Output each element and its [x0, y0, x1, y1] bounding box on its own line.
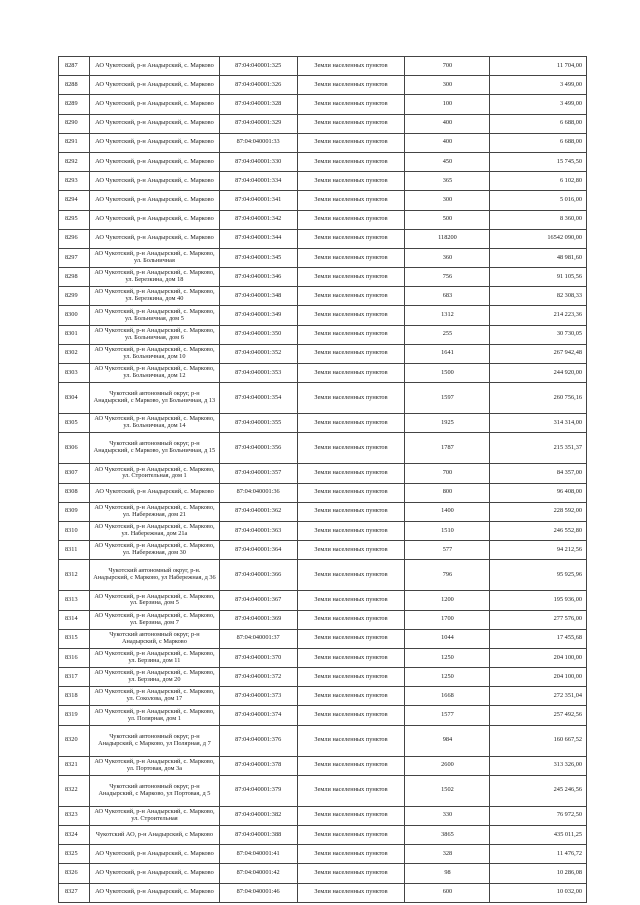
cadastral-number-cell: 87:04:040001:41 [219, 845, 297, 864]
cadastral-number-cell: 87:04:040001:370 [219, 648, 297, 667]
cadastral-number-cell: 87:04:040001:33 [219, 133, 297, 152]
address-cell: АО Чукотский, р-н Анадырский, с. Марково, ул. Березкина, дом 18 [90, 268, 220, 287]
area-cell: 1044 [405, 629, 490, 648]
address-cell: АО Чукотский, р-н Анадырский, с. Марково [90, 76, 220, 95]
address-cell: АО Чукотский, р-н Анадырский, с. Марково, ул. Берзина, дом 11 [90, 648, 220, 667]
land-category-cell: Земли населенных пунктов [297, 541, 405, 560]
address-cell: Чукотский АО, р-н Анадырский, с Марково [90, 826, 220, 845]
cadastral-value-cell: 244 920,00 [490, 364, 587, 383]
cadastral-value-cell: 10 032,00 [490, 883, 587, 902]
cadastral-number-cell: 87:04:040001:374 [219, 706, 297, 725]
table-row [59, 610, 587, 629]
table-row [59, 464, 587, 483]
land-category-cell: Земли населенных пунктов [297, 591, 405, 610]
cadastral-number-cell: 87:04:040001:376 [219, 725, 297, 756]
address-cell: Чукотский автономный округ, р-н Анадырский, с Марково [90, 629, 220, 648]
table-row [59, 133, 587, 152]
land-category-cell: Земли населенных пунктов [297, 502, 405, 521]
table-row [59, 248, 587, 267]
table-row [59, 706, 587, 725]
table-row [59, 883, 587, 902]
address-cell: АО Чукотский, р-н Анадырский, с. Марково [90, 172, 220, 191]
area-cell: 400 [405, 114, 490, 133]
table-row [59, 414, 587, 433]
cadastral-number-cell: 87:04:040001:382 [219, 806, 297, 825]
land-category-cell: Земли населенных пунктов [297, 268, 405, 287]
address-cell: АО Чукотский, р-н Анадырский, с. Марково [90, 133, 220, 152]
table-row [59, 483, 587, 502]
address-cell: АО Чукотский, р-н Анадырский, с. Марково, ул. Берзина, дом 7 [90, 610, 220, 629]
cadastral-value-cell: 94 212,56 [490, 541, 587, 560]
cadastral-value-cell: 246 552,80 [490, 521, 587, 540]
address-cell: АО Чукотский, р-н Анадырский, с. Марково, ул. Полярная, дом 1 [90, 706, 220, 725]
table-row [59, 229, 587, 248]
cadastral-value-cell: 204 100,00 [490, 648, 587, 667]
table-row [59, 775, 587, 806]
table-row [59, 268, 587, 287]
address-cell: Чукотский автономный округ, р-н Анадырский, с Марково, ул Полярная, д 7 [90, 725, 220, 756]
area-cell: 756 [405, 268, 490, 287]
area-cell: 1312 [405, 306, 490, 325]
row-number: 8293 [59, 172, 90, 191]
table-row [59, 344, 587, 363]
land-category-cell: Земли населенных пунктов [297, 560, 405, 591]
cadastral-value-cell: 228 592,00 [490, 502, 587, 521]
land-category-cell: Земли населенных пунктов [297, 152, 405, 171]
table-row [59, 591, 587, 610]
row-number: 8308 [59, 483, 90, 502]
table-row [59, 560, 587, 591]
address-cell: АО Чукотский, р-н Анадырский, с. Марково [90, 229, 220, 248]
address-cell: АО Чукотский, р-н Анадырский, с. Марково, ул. Больничная, дом 10 [90, 344, 220, 363]
cadastral-value-cell: 3 499,00 [490, 76, 587, 95]
area-cell: 1668 [405, 687, 490, 706]
cadastral-value-cell: 160 667,52 [490, 725, 587, 756]
row-number: 8288 [59, 76, 90, 95]
land-category-cell: Земли населенных пунктов [297, 95, 405, 114]
cadastral-value-cell: 76 972,50 [490, 806, 587, 825]
row-number: 8291 [59, 133, 90, 152]
area-cell: 984 [405, 725, 490, 756]
row-number: 8294 [59, 191, 90, 210]
cadastral-value-cell: 17 455,68 [490, 629, 587, 648]
table-row [59, 306, 587, 325]
row-number: 8317 [59, 668, 90, 687]
area-cell: 700 [405, 57, 490, 76]
area-cell: 1250 [405, 668, 490, 687]
land-category-cell: Земли населенных пунктов [297, 775, 405, 806]
row-number: 8319 [59, 706, 90, 725]
row-number: 8304 [59, 383, 90, 414]
table-row [59, 502, 587, 521]
area-cell: 500 [405, 210, 490, 229]
address-cell: АО Чукотский, р-н Анадырский, с. Марково, ул. Больничная, дом 6 [90, 325, 220, 344]
area-cell: 450 [405, 152, 490, 171]
cadastral-number-cell: 87:04:040001:367 [219, 591, 297, 610]
row-number: 8311 [59, 541, 90, 560]
address-cell: АО Чукотский, р-н Анадырский, с. Марково, ул. Больничная, дом 14 [90, 414, 220, 433]
table-row [59, 668, 587, 687]
area-cell: 1700 [405, 610, 490, 629]
cadastral-value-cell: 260 756,16 [490, 383, 587, 414]
area-cell: 1641 [405, 344, 490, 363]
cadastral-value-cell: 48 981,60 [490, 248, 587, 267]
land-category-cell: Земли населенных пунктов [297, 229, 405, 248]
address-cell: Чукотский автономный округ, р-н. Анадырский, с Марково, ул Набережная, д 36 [90, 560, 220, 591]
area-cell: 800 [405, 483, 490, 502]
table-row [59, 826, 587, 845]
cadastral-table [58, 56, 587, 903]
table-row [59, 433, 587, 464]
cadastral-number-cell: 87:04:040001:36 [219, 483, 297, 502]
cadastral-value-cell: 10 286,08 [490, 864, 587, 883]
cadastral-number-cell: 87:04:040001:329 [219, 114, 297, 133]
cadastral-value-cell: 267 942,48 [490, 344, 587, 363]
table-row [59, 210, 587, 229]
address-cell: АО Чукотский, р-н Анадырский, с. Марково, ул. Берзина, дом 5 [90, 591, 220, 610]
row-number: 8324 [59, 826, 90, 845]
land-category-cell: Земли населенных пунктов [297, 629, 405, 648]
table-row [59, 629, 587, 648]
table-row [59, 648, 587, 667]
cadastral-value-cell: 214 223,36 [490, 306, 587, 325]
cadastral-value-cell: 215 351,37 [490, 433, 587, 464]
cadastral-number-cell: 87:04:040001:379 [219, 775, 297, 806]
cadastral-number-cell: 87:04:040001:357 [219, 464, 297, 483]
row-number: 8300 [59, 306, 90, 325]
table-row [59, 687, 587, 706]
land-category-cell: Земли населенных пунктов [297, 306, 405, 325]
cadastral-value-cell: 82 308,33 [490, 287, 587, 306]
table-row [59, 521, 587, 540]
cadastral-value-cell: 91 105,56 [490, 268, 587, 287]
cadastral-number-cell: 87:04:040001:364 [219, 541, 297, 560]
cadastral-value-cell: 195 936,00 [490, 591, 587, 610]
land-category-cell: Земли населенных пунктов [297, 845, 405, 864]
address-cell: АО Чукотский, р-н Анадырский, с. Марково [90, 883, 220, 902]
address-cell: АО Чукотский, р-н Анадырский, с. Марково, ул. Набережная, дом 21 [90, 502, 220, 521]
row-number: 8325 [59, 845, 90, 864]
row-number: 8290 [59, 114, 90, 133]
cadastral-value-cell: 6 688,00 [490, 114, 587, 133]
land-category-cell: Земли населенных пунктов [297, 344, 405, 363]
land-category-cell: Земли населенных пунктов [297, 806, 405, 825]
row-number: 8326 [59, 864, 90, 883]
table-row [59, 541, 587, 560]
row-number: 8315 [59, 629, 90, 648]
row-number: 8307 [59, 464, 90, 483]
cadastral-number-cell: 87:04:040001:353 [219, 364, 297, 383]
area-cell: 1200 [405, 591, 490, 610]
area-cell: 118200 [405, 229, 490, 248]
cadastral-value-cell: 314 314,00 [490, 414, 587, 433]
cadastral-value-cell: 277 576,00 [490, 610, 587, 629]
cadastral-value-cell: 95 925,96 [490, 560, 587, 591]
land-category-cell: Земли населенных пунктов [297, 883, 405, 902]
land-category-cell: Земли населенных пунктов [297, 191, 405, 210]
area-cell: 400 [405, 133, 490, 152]
land-category-cell: Земли населенных пунктов [297, 287, 405, 306]
row-number: 8287 [59, 57, 90, 76]
cadastral-value-cell: 84 357,00 [490, 464, 587, 483]
row-number: 8301 [59, 325, 90, 344]
area-cell: 300 [405, 191, 490, 210]
area-cell: 1502 [405, 775, 490, 806]
row-number: 8296 [59, 229, 90, 248]
area-cell: 1400 [405, 502, 490, 521]
area-cell: 1250 [405, 648, 490, 667]
table-row [59, 172, 587, 191]
address-cell: АО Чукотский, р-н Анадырский, с. Марково [90, 483, 220, 502]
address-cell: АО Чукотский, р-н Анадырский, с. Марково, ул. Набережная, дом 21а [90, 521, 220, 540]
cadastral-number-cell: 87:04:040001:349 [219, 306, 297, 325]
land-category-cell: Земли населенных пунктов [297, 668, 405, 687]
land-category-cell: Земли населенных пунктов [297, 464, 405, 483]
cadastral-value-cell: 435 011,25 [490, 826, 587, 845]
area-cell: 600 [405, 883, 490, 902]
cadastral-value-cell: 6 688,00 [490, 133, 587, 152]
row-number: 8302 [59, 344, 90, 363]
table-row [59, 114, 587, 133]
land-category-cell: Земли населенных пунктов [297, 76, 405, 95]
address-cell: АО Чукотский, р-н Анадырский, с. Марково, ул. Строительная, дом 1 [90, 464, 220, 483]
address-cell: АО Чукотский, р-н Анадырский, с. Марково, ул. Больничная, дом 5 [90, 306, 220, 325]
cadastral-value-cell: 257 492,56 [490, 706, 587, 725]
cadastral-value-cell: 245 246,56 [490, 775, 587, 806]
land-category-cell: Земли населенных пунктов [297, 483, 405, 502]
land-category-cell: Земли населенных пунктов [297, 433, 405, 464]
address-cell: АО Чукотский, р-н Анадырский, с. Марково, ул. Портовая, дом 3а [90, 756, 220, 775]
address-cell: АО Чукотский, р-н Анадырский, с. Марково [90, 57, 220, 76]
land-category-cell: Земли населенных пунктов [297, 133, 405, 152]
area-cell: 700 [405, 464, 490, 483]
row-number: 8323 [59, 806, 90, 825]
land-category-cell: Земли населенных пунктов [297, 521, 405, 540]
cadastral-number-cell: 87:04:040001:350 [219, 325, 297, 344]
area-cell: 1925 [405, 414, 490, 433]
area-cell: 360 [405, 248, 490, 267]
table-row [59, 95, 587, 114]
area-cell: 796 [405, 560, 490, 591]
land-category-cell: Земли населенных пунктов [297, 57, 405, 76]
cadastral-number-cell: 87:04:040001:328 [219, 95, 297, 114]
table-row [59, 756, 587, 775]
area-cell: 98 [405, 864, 490, 883]
address-cell: АО Чукотский, р-н Анадырский, с. Марково, ул. Соколова, дом 17 [90, 687, 220, 706]
row-number: 8322 [59, 775, 90, 806]
row-number: 8309 [59, 502, 90, 521]
cadastral-number-cell: 87:04:040001:334 [219, 172, 297, 191]
cadastral-value-cell: 313 326,00 [490, 756, 587, 775]
cadastral-value-cell: 8 360,00 [490, 210, 587, 229]
address-cell: АО Чукотский, р-н Анадырский, с. Марково, ул. Березкина, дом 40 [90, 287, 220, 306]
land-category-cell: Земли населенных пунктов [297, 610, 405, 629]
land-category-cell: Земли населенных пунктов [297, 414, 405, 433]
land-category-cell: Земли населенных пунктов [297, 756, 405, 775]
land-category-cell: Земли населенных пунктов [297, 706, 405, 725]
table-row [59, 152, 587, 171]
cadastral-number-cell: 87:04:040001:354 [219, 383, 297, 414]
area-cell: 328 [405, 845, 490, 864]
row-number: 8318 [59, 687, 90, 706]
address-cell: АО Чукотский, р-н Анадырский, с. Марково, ул. Больничная, дом 12 [90, 364, 220, 383]
land-category-cell: Земли населенных пунктов [297, 248, 405, 267]
address-cell: АО Чукотский, р-н Анадырский, с. Марково [90, 191, 220, 210]
cadastral-number-cell: 87:04:040001:369 [219, 610, 297, 629]
cadastral-number-cell: 87:04:040001:326 [219, 76, 297, 95]
land-category-cell: Земли населенных пунктов [297, 826, 405, 845]
row-number: 8327 [59, 883, 90, 902]
area-cell: 1597 [405, 383, 490, 414]
cadastral-number-cell: 87:04:040001:330 [219, 152, 297, 171]
land-category-cell: Земли населенных пунктов [297, 325, 405, 344]
table-row [59, 325, 587, 344]
cadastral-number-cell: 87:04:040001:352 [219, 344, 297, 363]
cadastral-value-cell: 3 499,00 [490, 95, 587, 114]
cadastral-number-cell: 87:04:040001:366 [219, 560, 297, 591]
address-cell: Чукотский автономный округ, р-н Анадырский, с Марково, ул Больничная, д 13 [90, 383, 220, 414]
cadastral-value-cell: 6 102,80 [490, 172, 587, 191]
address-cell: АО Чукотский, р-н Анадырский, с. Марково [90, 864, 220, 883]
cadastral-number-cell: 87:04:040001:373 [219, 687, 297, 706]
cadastral-value-cell: 16542 090,00 [490, 229, 587, 248]
table-body [59, 57, 587, 903]
cadastral-number-cell: 87:04:040001:344 [219, 229, 297, 248]
table-row [59, 725, 587, 756]
row-number: 8306 [59, 433, 90, 464]
row-number: 8305 [59, 414, 90, 433]
table-row [59, 364, 587, 383]
area-cell: 300 [405, 76, 490, 95]
cadastral-number-cell: 87:04:040001:42 [219, 864, 297, 883]
area-cell: 2600 [405, 756, 490, 775]
land-category-cell: Земли населенных пунктов [297, 114, 405, 133]
cadastral-number-cell: 87:04:040001:362 [219, 502, 297, 521]
address-cell: АО Чукотский, р-н Анадырский, с. Марково [90, 152, 220, 171]
address-cell: АО Чукотский, р-н Анадырский, с. Марково [90, 95, 220, 114]
cadastral-number-cell: 87:04:040001:355 [219, 414, 297, 433]
area-cell: 100 [405, 95, 490, 114]
land-category-cell: Земли населенных пунктов [297, 648, 405, 667]
address-cell: АО Чукотский, р-н Анадырский, с. Марково [90, 845, 220, 864]
area-cell: 365 [405, 172, 490, 191]
cadastral-value-cell: 30 730,05 [490, 325, 587, 344]
row-number: 8295 [59, 210, 90, 229]
address-cell: АО Чукотский, р-н Анадырский, с. Марково, ул. Больничная [90, 248, 220, 267]
cadastral-value-cell: 204 100,00 [490, 668, 587, 687]
row-number: 8299 [59, 287, 90, 306]
land-category-cell: Земли населенных пунктов [297, 364, 405, 383]
table-row [59, 57, 587, 76]
row-number: 8312 [59, 560, 90, 591]
cadastral-number-cell: 87:04:040001:342 [219, 210, 297, 229]
cadastral-number-cell: 87:04:040001:325 [219, 57, 297, 76]
address-cell: АО Чукотский, р-н Анадырский, с. Марково, ул. Набережная, дом 30 [90, 541, 220, 560]
cadastral-value-cell: 96 408,00 [490, 483, 587, 502]
cadastral-value-cell: 272 351,04 [490, 687, 587, 706]
row-number: 8298 [59, 268, 90, 287]
row-number: 8321 [59, 756, 90, 775]
cadastral-number-cell: 87:04:040001:341 [219, 191, 297, 210]
table-row [59, 76, 587, 95]
cadastral-number-cell: 87:04:040001:356 [219, 433, 297, 464]
area-cell: 330 [405, 806, 490, 825]
row-number: 8292 [59, 152, 90, 171]
row-number: 8320 [59, 725, 90, 756]
row-number: 8297 [59, 248, 90, 267]
row-number: 8310 [59, 521, 90, 540]
cadastral-number-cell: 87:04:040001:346 [219, 268, 297, 287]
land-category-cell: Земли населенных пунктов [297, 687, 405, 706]
land-category-cell: Земли населенных пунктов [297, 383, 405, 414]
row-number: 8316 [59, 648, 90, 667]
cadastral-value-cell: 11 476,72 [490, 845, 587, 864]
row-number: 8314 [59, 610, 90, 629]
row-number: 8313 [59, 591, 90, 610]
table-row [59, 845, 587, 864]
area-cell: 683 [405, 287, 490, 306]
table-row [59, 287, 587, 306]
cadastral-number-cell: 87:04:040001:378 [219, 756, 297, 775]
area-cell: 577 [405, 541, 490, 560]
cadastral-number-cell: 87:04:040001:388 [219, 826, 297, 845]
address-cell: АО Чукотский, р-н Анадырский, с. Марково, ул. Строительная [90, 806, 220, 825]
address-cell: Чукотский автономный округ, р-н Анадырский, с Марково, ул Больничная, д 15 [90, 433, 220, 464]
cadastral-number-cell: 87:04:040001:372 [219, 668, 297, 687]
table-row [59, 806, 587, 825]
land-category-cell: Земли населенных пунктов [297, 864, 405, 883]
cadastral-number-cell: 87:04:040001:46 [219, 883, 297, 902]
area-cell: 1500 [405, 364, 490, 383]
area-cell: 255 [405, 325, 490, 344]
land-category-cell: Земли населенных пунктов [297, 725, 405, 756]
cadastral-value-cell: 11 704,00 [490, 57, 587, 76]
cadastral-number-cell: 87:04:040001:363 [219, 521, 297, 540]
area-cell: 1510 [405, 521, 490, 540]
table-row [59, 864, 587, 883]
cadastral-number-cell: 87:04:040001:345 [219, 248, 297, 267]
address-cell: Чукотский автономный округ, р-н Анадырский, с Марково, ул Портовая, д 5 [90, 775, 220, 806]
cadastral-value-cell: 15 745,50 [490, 152, 587, 171]
cadastral-number-cell: 87:04:040001:37 [219, 629, 297, 648]
area-cell: 1577 [405, 706, 490, 725]
land-category-cell: Земли населенных пунктов [297, 172, 405, 191]
table-row [59, 191, 587, 210]
row-number: 8289 [59, 95, 90, 114]
land-category-cell: Земли населенных пунктов [297, 210, 405, 229]
cadastral-value-cell: 5 016,00 [490, 191, 587, 210]
address-cell: АО Чукотский, р-н Анадырский, с. Марково [90, 210, 220, 229]
area-cell: 1787 [405, 433, 490, 464]
address-cell: АО Чукотский, р-н Анадырский, с. Марково, ул. Берзина, дом 20 [90, 668, 220, 687]
table-row [59, 383, 587, 414]
area-cell: 3865 [405, 826, 490, 845]
row-number: 8303 [59, 364, 90, 383]
cadastral-number-cell: 87:04:040001:348 [219, 287, 297, 306]
address-cell: АО Чукотский, р-н Анадырский, с. Марково [90, 114, 220, 133]
